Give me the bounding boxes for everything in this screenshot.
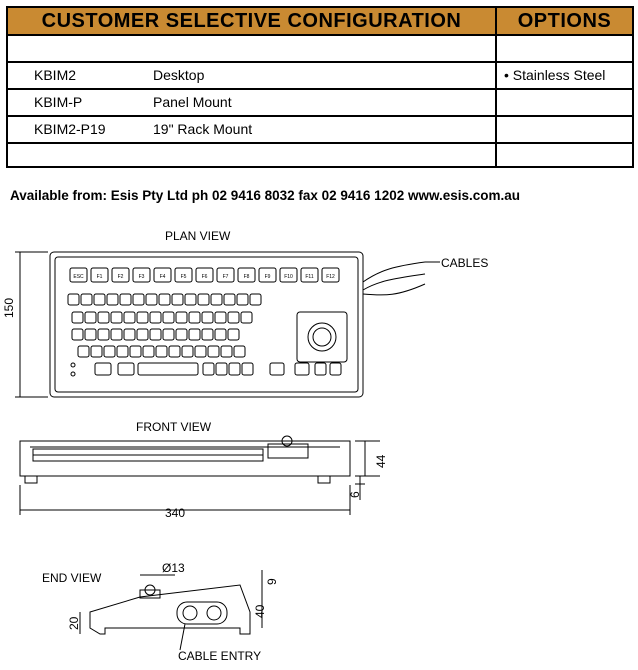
model-code: KBIM-P — [34, 94, 83, 110]
key — [224, 294, 235, 305]
key — [211, 294, 222, 305]
function-key-label: F7 — [222, 274, 229, 280]
key — [228, 329, 239, 340]
end-view — [80, 570, 262, 650]
model-description: Desktop — [153, 67, 205, 83]
key — [221, 346, 232, 357]
key — [120, 294, 131, 305]
key — [133, 294, 144, 305]
dimension-6: 6 — [348, 491, 362, 498]
function-key-label: F12 — [326, 274, 335, 280]
function-key-label: F5 — [180, 274, 187, 280]
key — [315, 363, 326, 375]
dimension-40: 40 — [253, 604, 267, 618]
cable-lines — [363, 262, 425, 295]
plan-view — [15, 252, 440, 397]
key-matrix — [68, 294, 341, 375]
key — [111, 312, 122, 323]
key — [216, 363, 227, 375]
front-view-label: FRONT VIEW — [136, 420, 212, 434]
foot-left — [25, 476, 37, 483]
model-code: KBIM2-P19 — [34, 121, 106, 137]
key — [72, 329, 83, 340]
key — [111, 329, 122, 340]
model-option: • Stainless Steel — [504, 67, 606, 83]
key — [159, 294, 170, 305]
key — [104, 346, 115, 357]
key — [150, 329, 161, 340]
plan-view-label: PLAN VIEW — [165, 229, 231, 243]
key — [241, 312, 252, 323]
cable-entry-label: CABLE ENTRY — [178, 649, 262, 663]
key — [176, 329, 187, 340]
key — [202, 312, 213, 323]
front-view — [20, 436, 380, 515]
function-key-label: F3 — [138, 274, 145, 280]
key — [72, 312, 83, 323]
key — [169, 346, 180, 357]
function-key-label: F2 — [117, 274, 124, 280]
dimension-13: Ø13 — [162, 561, 185, 575]
cables-label: CABLES — [441, 256, 489, 270]
key — [78, 346, 89, 357]
key — [208, 346, 219, 357]
key — [137, 329, 148, 340]
function-key-label: F6 — [201, 274, 208, 280]
key — [172, 294, 183, 305]
key — [146, 294, 157, 305]
key — [156, 346, 167, 357]
function-key-label: ESC — [73, 274, 84, 280]
function-key-label: F8 — [243, 274, 250, 280]
dimension-44: 44 — [374, 454, 388, 468]
key — [189, 312, 200, 323]
key — [195, 346, 206, 357]
availability-line: Available from: Esis Pty Ltd ph 02 9416 8032 fax 02 9416 1202 www.esis.com.au — [10, 188, 521, 203]
key — [228, 312, 239, 323]
configuration-header: CUSTOMER SELECTIVE CONFIGURATION — [8, 8, 495, 36]
key — [107, 294, 118, 305]
key — [98, 329, 109, 340]
trackball-housing — [297, 312, 347, 362]
key — [124, 329, 135, 340]
key — [85, 329, 96, 340]
end-view-body — [90, 585, 250, 634]
key — [85, 312, 96, 323]
function-key-label: F9 — [264, 274, 271, 280]
options-header: OPTIONS — [497, 8, 632, 36]
key — [270, 363, 284, 375]
key — [98, 312, 109, 323]
key — [124, 312, 135, 323]
key — [176, 312, 187, 323]
key — [163, 329, 174, 340]
key — [189, 329, 200, 340]
key — [234, 346, 245, 357]
key — [330, 363, 341, 375]
key — [295, 363, 309, 375]
end-view-label: END VIEW — [42, 571, 102, 585]
foot-right — [318, 476, 330, 483]
key — [250, 294, 261, 305]
dimension-20: 20 — [67, 616, 81, 630]
key — [163, 312, 174, 323]
dimension-9: 9 — [265, 578, 279, 585]
space-key — [138, 363, 198, 375]
key — [137, 312, 148, 323]
key — [118, 363, 134, 375]
key — [203, 363, 214, 375]
function-key-label: F1 — [96, 274, 103, 280]
trackball — [308, 323, 336, 351]
key — [150, 312, 161, 323]
dimension-150: 150 — [2, 297, 16, 318]
key — [215, 329, 226, 340]
key — [242, 363, 253, 375]
key — [95, 363, 111, 375]
key — [202, 329, 213, 340]
key — [237, 294, 248, 305]
function-key-label: F11 — [305, 274, 314, 280]
key — [91, 346, 102, 357]
function-key-label: F4 — [159, 274, 166, 280]
key — [94, 294, 105, 305]
key — [182, 346, 193, 357]
key — [143, 346, 154, 357]
key — [81, 294, 92, 305]
key — [117, 346, 128, 357]
function-key-row — [70, 268, 339, 282]
key — [185, 294, 196, 305]
function-key-label: F10 — [284, 274, 293, 280]
model-description: 19" Rack Mount — [153, 121, 253, 137]
key — [198, 294, 209, 305]
cable-entry-ports — [177, 602, 227, 624]
key — [130, 346, 141, 357]
key — [215, 312, 226, 323]
model-code: KBIM2 — [34, 67, 77, 83]
key — [229, 363, 240, 375]
dimension-340: 340 — [165, 506, 186, 520]
model-description: Panel Mount — [153, 94, 232, 110]
key — [68, 294, 79, 305]
